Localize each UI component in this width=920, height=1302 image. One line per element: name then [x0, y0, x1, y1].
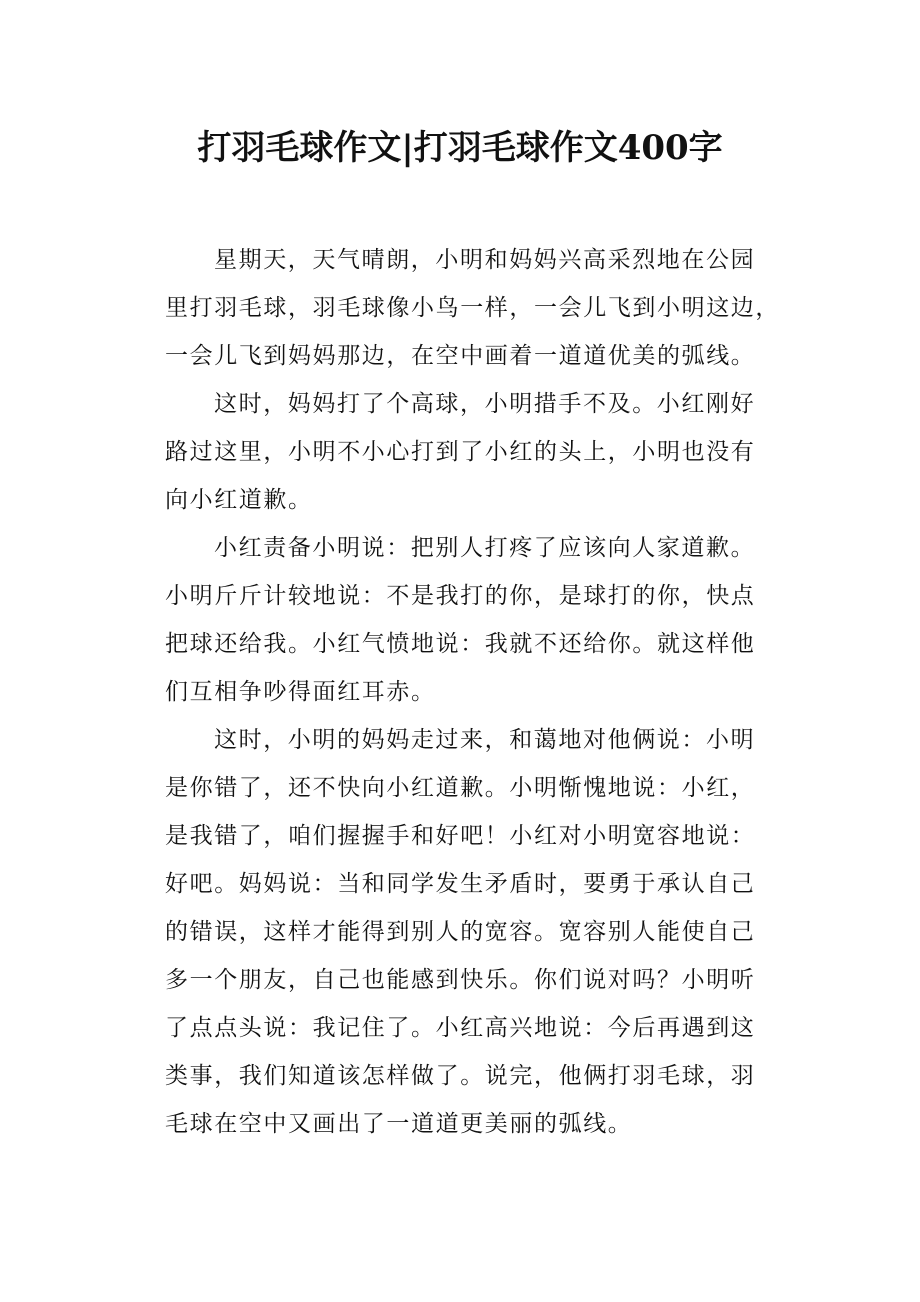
text-line: 类事，我们知道该怎样做了。说完，他俩打羽毛球，羽 [165, 1063, 756, 1089]
text-line: 好吧。妈妈说：当和同学发生矛盾时，要勇于承认自己 [165, 871, 756, 897]
paragraph [165, 716, 785, 1148]
document-title: 打羽毛球作文|打羽毛球作文400字 [197, 128, 723, 168]
text-line: 多一个朋友，自己也能感到快乐。你们说对吗？小明听 [165, 967, 756, 993]
text-line: 星期天，天气晴朗，小明和妈妈兴高采烈地在公园 [214, 247, 756, 273]
text-line: 是你错了，还不快向小红道歉。小明惭愧地说：小红， [165, 775, 756, 801]
text-line: 的错误，这样才能得到别人的宽容。宽容别人能使自己 [165, 919, 756, 945]
text-line: 毛球在空中又画出了一道道更美丽的弧线。 [165, 1111, 633, 1137]
text-line: 一会儿飞到妈妈那边，在空中画着一道道优美的弧线。 [165, 343, 756, 369]
text-line: 里打羽毛球，羽毛球像小鸟一样，一会儿飞到小明这边， [165, 295, 780, 321]
text-line: 路过这里，小明不小心打到了小红的头上，小明也没有 [165, 439, 756, 465]
text-line: 向小红道歉。 [165, 487, 313, 513]
text-line: 这时，妈妈打了个高球，小明措手不及。小红刚好 [214, 391, 756, 417]
paragraph [165, 236, 785, 380]
text-line: 小明斤斤计较地说：不是我打的你，是球打的你，快点 [165, 583, 756, 609]
text-line: 们互相争吵得面红耳赤。 [165, 679, 436, 705]
paragraph [165, 380, 785, 524]
text-line: 把球还给我。小红气愤地说：我就不还给你。就这样他 [165, 631, 756, 657]
text-line: 这时，小明的妈妈走过来，和蔼地对他俩说：小明 [214, 727, 756, 753]
paragraph [165, 524, 785, 716]
text-line: 了点点头说：我记住了。小红高兴地说：今后再遇到这 [165, 1015, 756, 1041]
document-body [165, 236, 785, 1148]
text-line: 是我错了，咱们握握手和好吧！小红对小明宽容地说： [165, 823, 756, 849]
text-line: 小红责备小明说：把别人打疼了应该向人家道歉。 [214, 535, 756, 561]
